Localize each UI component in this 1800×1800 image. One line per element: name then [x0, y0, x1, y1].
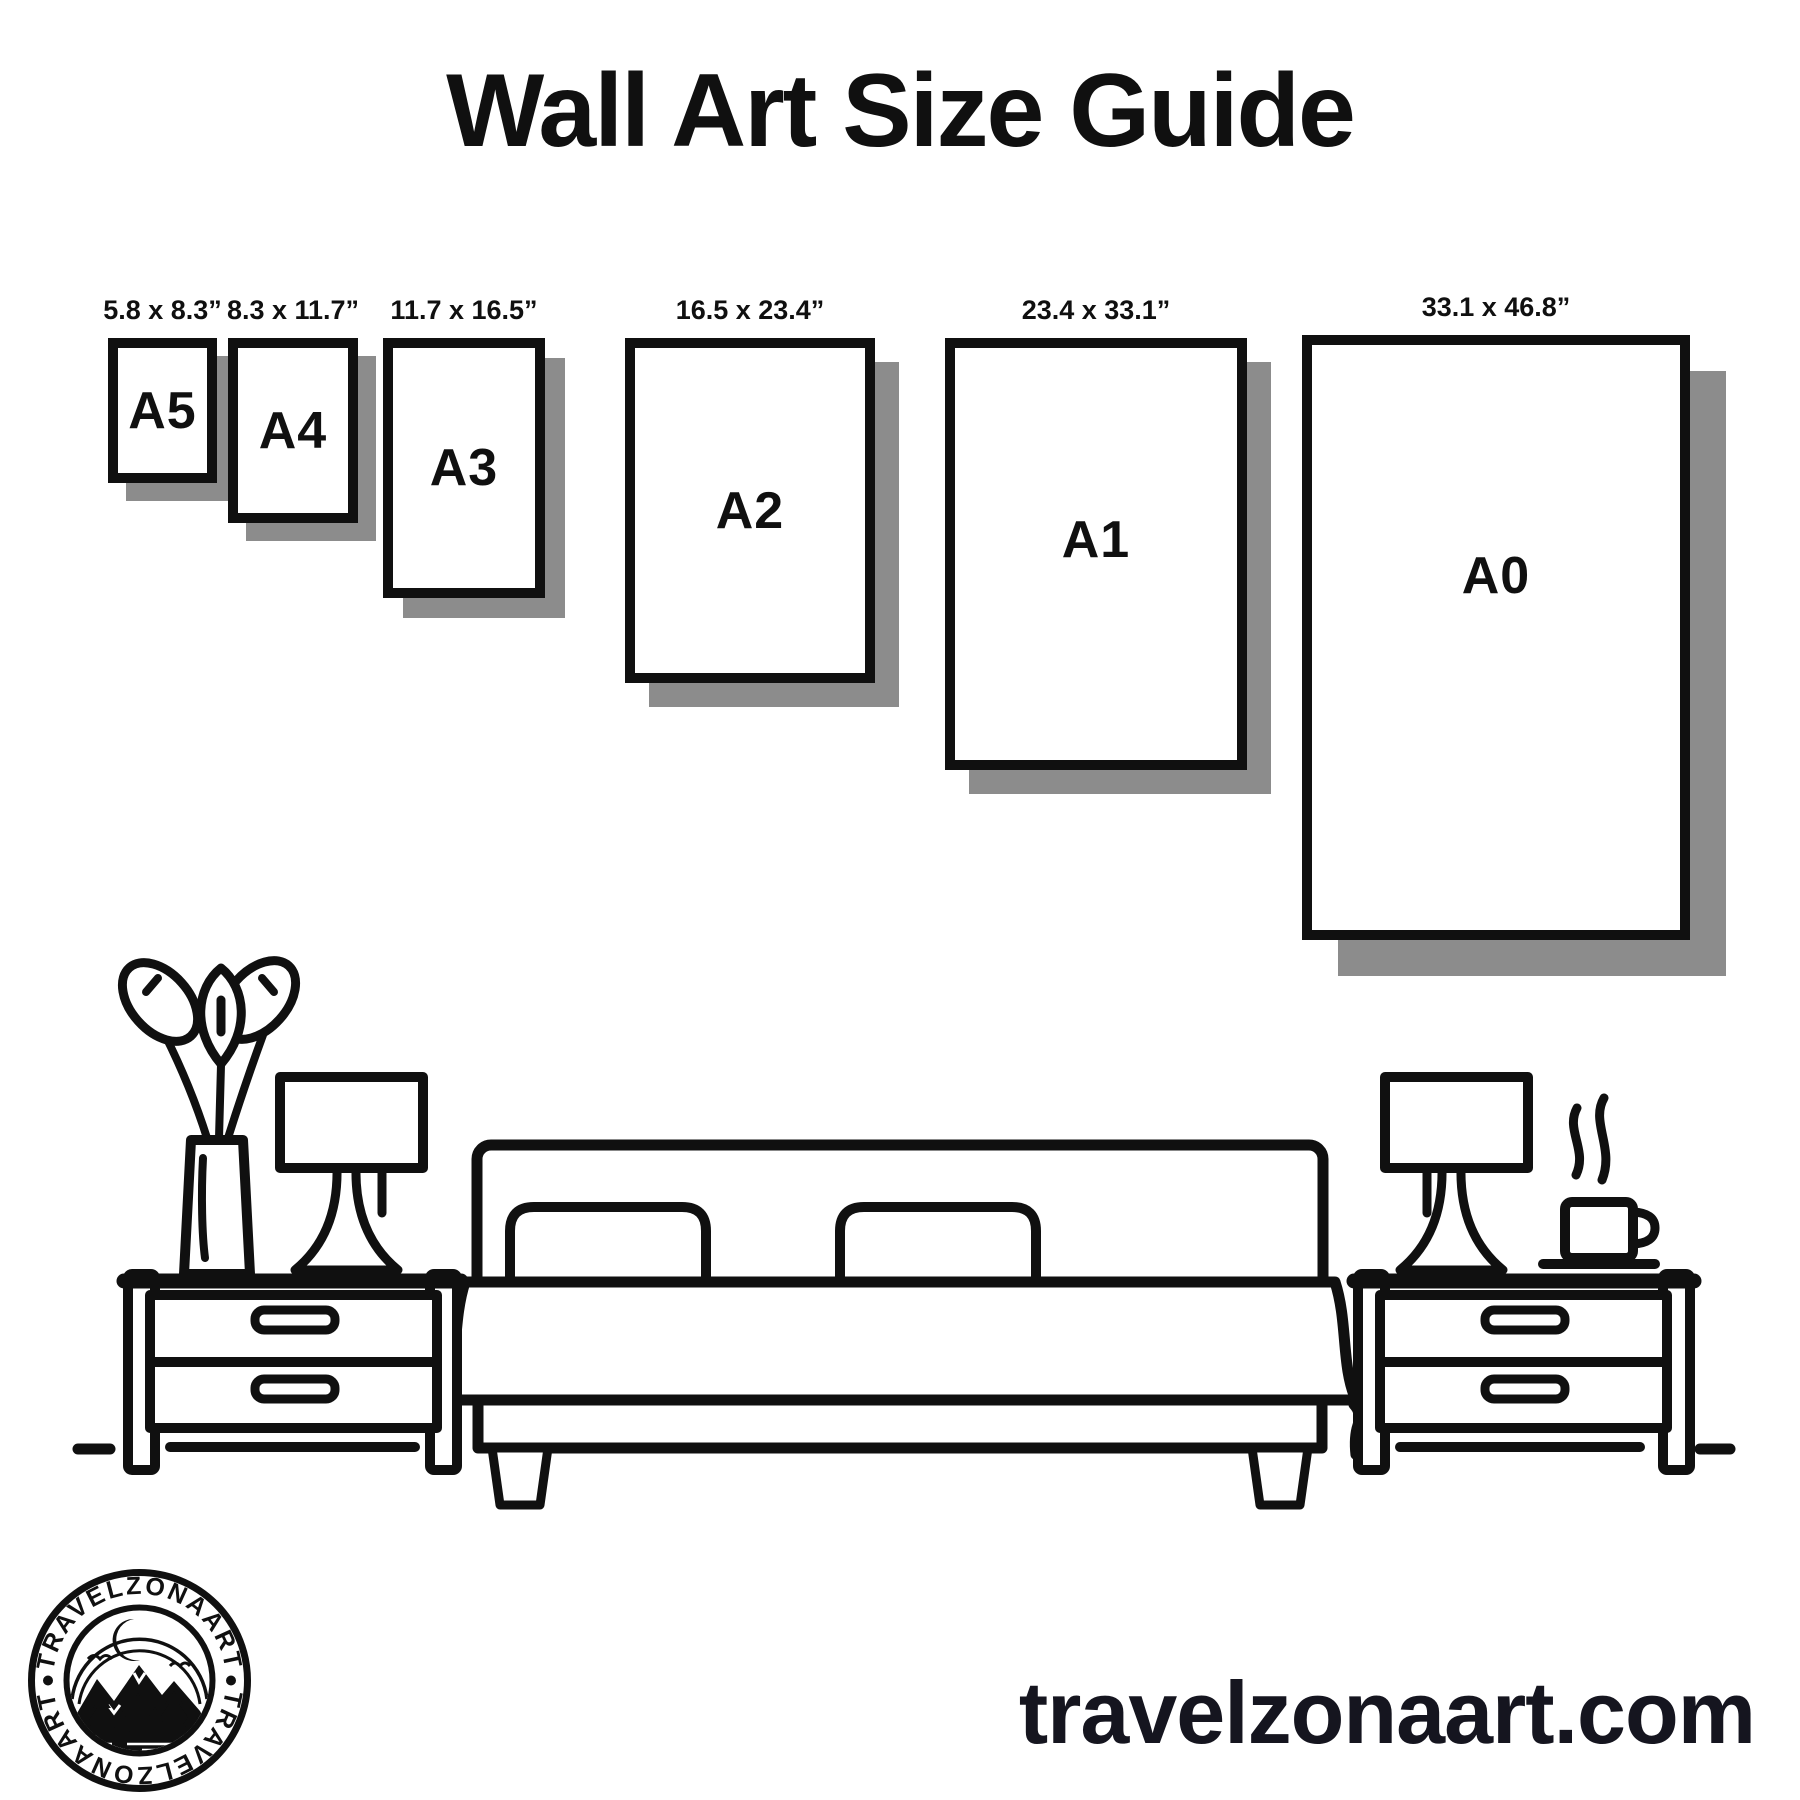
paper-frame-a5 [108, 338, 217, 483]
paper-frame-a3 [383, 338, 545, 598]
bird-icon [170, 1663, 190, 1666]
bed-icon [442, 1145, 1359, 1505]
frame-letter-a5: A5 [128, 381, 197, 440]
size-label-a3: 11.7 x 16.5” [390, 295, 538, 325]
size-label-a0: 33.1 x 46.8” [1421, 292, 1571, 322]
bedroom-illustration [0, 850, 1800, 1530]
size-label-a1: 23.4 x 33.1” [1021, 295, 1171, 325]
paper-frame-a2 [625, 338, 875, 683]
frame-letter-a0: A0 [1461, 546, 1531, 605]
frame-letter-a4: A4 [258, 401, 328, 460]
logo-dot-right [226, 1676, 236, 1686]
table-lamp-left-icon [280, 1077, 423, 1270]
website-url: travelzonaart.com [1018, 1663, 1755, 1762]
coffee-cup-icon [1543, 1098, 1655, 1264]
logo-brand-text-bottom: TRAVELZONAART [31, 1688, 248, 1790]
page-title: Wall Art Size Guide [446, 53, 1354, 169]
size-label-a4: 8.3 x 11.7” [226, 295, 360, 325]
frame-letter-a3: A3 [429, 439, 499, 497]
logo-badge [22, 1563, 257, 1798]
nightstand-left-icon [124, 1274, 461, 1470]
size-label-a2: 16.5 x 23.4” [675, 295, 825, 325]
logo-dot-left [43, 1676, 53, 1686]
paper-frame-a4 [228, 338, 358, 523]
size-label-a5: 5.8 x 8.3” [103, 295, 222, 325]
nightstand-right-icon [1354, 1274, 1694, 1470]
paper-frame-a1 [945, 338, 1247, 770]
frame-letter-a1: A1 [1061, 511, 1131, 569]
frame-letter-a2: A2 [715, 481, 785, 540]
table-lamp-right-icon [1385, 1077, 1528, 1270]
logo-brand-text-top: TRAVELZONAART [31, 1571, 248, 1673]
